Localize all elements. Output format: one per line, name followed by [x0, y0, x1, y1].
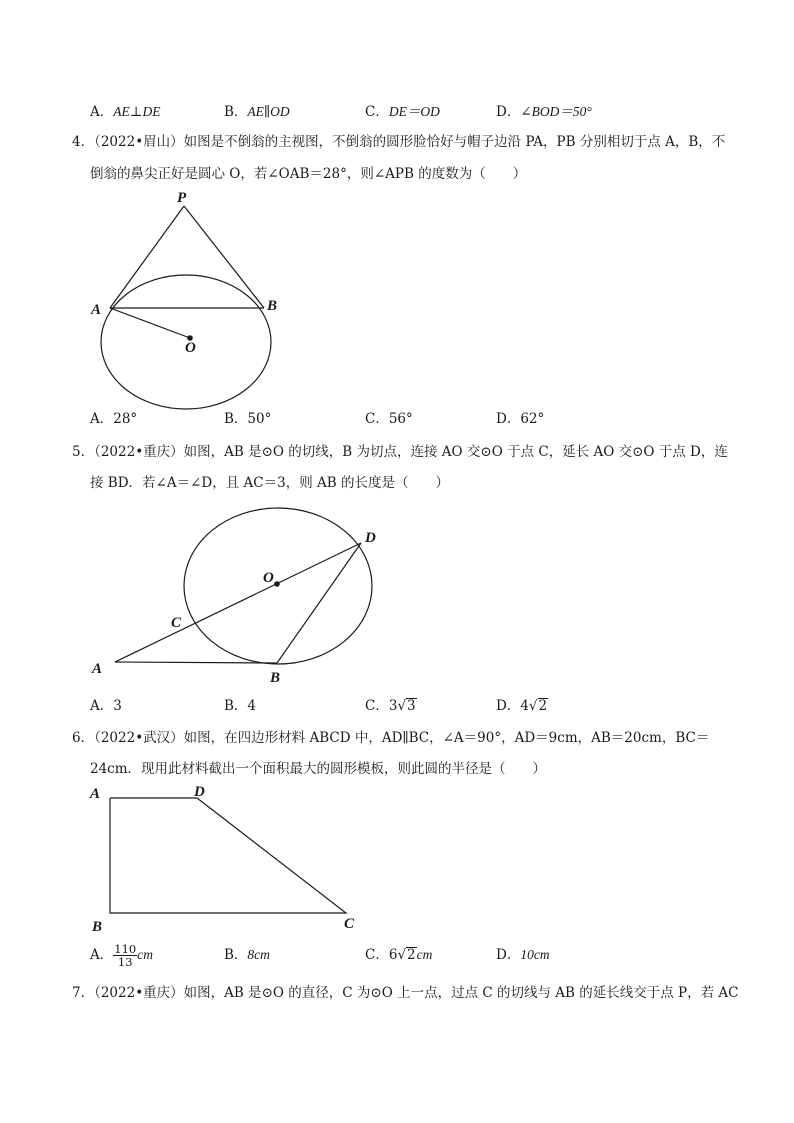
q4-label-p: P — [177, 190, 187, 206]
option-label: B． — [224, 104, 248, 120]
q6-option-a — [90, 937, 153, 973]
q5-label-d: D — [365, 530, 376, 546]
q4-label-o: O — [185, 340, 196, 356]
sqrt-sign: √ — [528, 698, 538, 714]
q5-stem-line1: 5．（2022•重庆）如图，AB 是⊙O 的切线，B 为切点，连接 AO 交⊙O 于点 C，延长 AO 交⊙O 于点 D，连 — [72, 444, 728, 460]
fraction-denominator: 13 — [117, 955, 133, 969]
q4-option-a — [90, 410, 137, 428]
q4-option-b — [224, 410, 271, 428]
option-radicand: 2 — [407, 947, 416, 963]
option-label: B． — [224, 698, 248, 714]
option-coefficient: 3 — [388, 698, 398, 714]
option-label: B． — [224, 947, 248, 963]
option-text: 56° — [388, 411, 413, 427]
option-text: AE⊥DE — [113, 104, 161, 119]
q4-figure — [101, 206, 271, 409]
q6-stem-line2: 24cm．现用此材料截出一个面积最大的圆形模板，则此圆的半径是（ ） — [90, 761, 547, 777]
option-label: D． — [496, 411, 521, 427]
option-coefficient: 4 — [520, 698, 529, 714]
q5-label-c: C — [171, 615, 182, 631]
option-label: C． — [365, 698, 389, 714]
q5-line-ad — [115, 543, 361, 662]
q5-line-bd — [277, 543, 361, 663]
q5-option-c — [365, 697, 417, 715]
q6-label-d: D — [194, 784, 205, 800]
q4-tangent-pb — [184, 206, 264, 308]
option-radicand: 2 — [538, 698, 548, 714]
q4-radius-ao — [110, 308, 190, 338]
option-text: ∠BOD＝50° — [520, 104, 592, 119]
option-text: 50° — [247, 411, 272, 427]
option-label: C． — [365, 947, 389, 963]
option-radicand: 3 — [407, 698, 416, 714]
option-label: B． — [224, 411, 248, 427]
sqrt-sign: √ — [397, 698, 407, 714]
fraction-numerator: 110 — [114, 942, 137, 956]
q6-stem-line1: 6．（2022•武汉）如图，在四边形材料 ABCD 中，AD∥BC，∠A＝90°，AD＝9cm，AB＝20cm，BC＝ — [72, 730, 710, 746]
option-text: 62° — [520, 411, 545, 427]
option-unit: cm — [137, 947, 153, 962]
q4-label-b: B — [267, 298, 278, 314]
option-text: 28° — [113, 411, 138, 427]
option-label: D． — [496, 698, 521, 714]
q6-label-a: A — [90, 786, 101, 802]
q4-option-d — [496, 410, 544, 428]
q6-option-c — [365, 946, 432, 964]
option-label: A． — [90, 411, 114, 427]
q6-label-c: C — [344, 916, 355, 932]
option-label: C． — [365, 411, 389, 427]
option-label: A． — [90, 104, 114, 120]
option-text: 8cm — [247, 947, 270, 962]
option-text: 4 — [247, 698, 257, 714]
q5-option-a — [90, 697, 122, 715]
q5-label-a: A — [92, 661, 103, 677]
q4-tangent-pa — [110, 206, 184, 308]
q7-stem-line1: 7．（2022•重庆）如图，AB 是⊙O 的直径，C 为⊙O 上一点，过点 C 的切线与 AB 的延长线交于点 P，若 AC — [72, 985, 739, 1001]
q5-figure — [115, 508, 372, 664]
q5-option-d — [496, 697, 548, 715]
q6-option-d — [496, 946, 550, 964]
q6-trapezoid — [110, 798, 346, 913]
option-text: 10cm — [520, 947, 550, 962]
option-label: D． — [496, 947, 521, 963]
q5-stem-line2: 接 BD．若∠A＝∠D，且 AC＝3，则 AB 的长度是（ ） — [90, 475, 449, 491]
q5-option-b — [224, 697, 256, 715]
option-label: C． — [365, 104, 389, 120]
q4-stem-line1: 4．（2022•眉山）如图是不倒翁的主视图，不倒翁的圆形脸恰好与帽子边沿 PA，PB 分别相切于点 A，B，不 — [72, 134, 726, 150]
q6-option-b — [224, 946, 270, 964]
option-label: A． — [90, 698, 114, 714]
q5-center-dot — [274, 581, 280, 587]
option-text: DE＝OD — [388, 104, 440, 119]
q6-label-b: B — [92, 919, 103, 935]
option-label: D． — [496, 104, 521, 120]
q5-label-b: B — [270, 670, 281, 686]
q5-tangent-ab — [115, 662, 277, 663]
option-text: 3 — [113, 698, 122, 714]
option-label: A． — [90, 947, 114, 963]
q4-stem-line2: 倒翁的鼻尖正好是圆心 O，若∠OAB＝28°，则∠APB 的度数为（ ） — [90, 166, 527, 182]
sqrt-sign: √ — [397, 947, 407, 963]
option-text: AE∥OD — [247, 104, 290, 119]
q6-figure — [110, 798, 346, 913]
q5-label-o: O — [263, 570, 274, 586]
q4-option-c — [365, 410, 413, 428]
option-coefficient: 6 — [388, 947, 398, 963]
q4-label-a: A — [91, 302, 102, 318]
option-unit: cm — [416, 947, 433, 962]
fraction — [113, 943, 137, 968]
